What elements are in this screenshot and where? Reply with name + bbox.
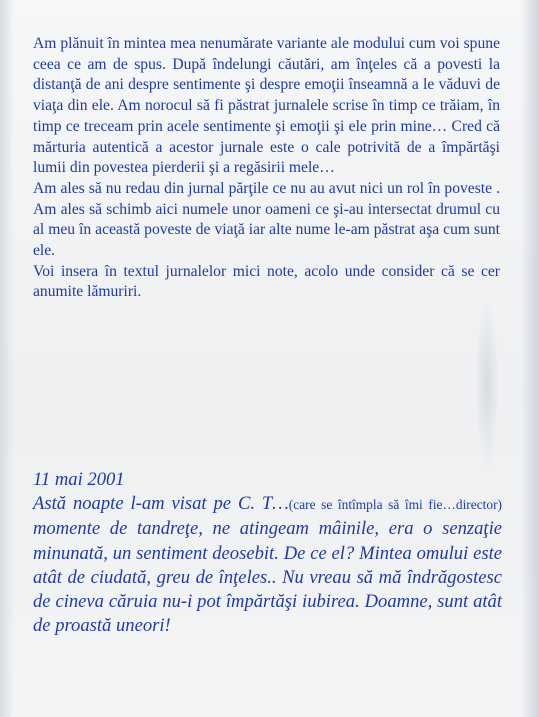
intro-paragraph: Voi insera în textul jurnalelor mici note, acolo unde consider că se cer anumite lămuriri. (33, 262, 500, 301)
page-edge-shadow-left (0, 0, 14, 717)
entry-text-start: Astă noapte l-am visat pe C. T… (33, 493, 289, 515)
entry-text-end: momente de tandreţe, ne atingeam mâinile, era o senzaţie minunată, un sentiment deosebit. De ce el? Mintea omului este atât de ciudată, greu de înţeles.. Nu vreau să mă îndrăgostesc de cineva căruia nu-i pot împărtăşi iubirea. Doamne, sunt atât de proastă uneori! (33, 518, 502, 637)
entry-aside-note: (care se întîmpla să îmi fie…director) (288, 497, 502, 513)
page-edge-shadow-right (521, 0, 539, 717)
intro-section (33, 34, 500, 303)
intro-paragraph: Am ales să nu redau din jurnal părţile ce nu au avut nici un rol în poveste . Am ales să schimb aici numele unor oameni ce şi-au intersectat drumul cu al meu în această poveste de viaţă iar alte nume le-am păstrat aşa cum sunt ele. (33, 179, 500, 260)
entry-text (33, 492, 502, 638)
intro-paragraph: Am plănuit în mintea mea nenumărate variante ale modului cum voi spune ceea ce am de spus. După îndelungi căutări, am înţeles că a povesti la distanţă de ani despre sentimente şi despre emoţii înseamnă a le văduvi de viaţa din ele. Am norocul să fi păstrat jurnalele scrise în timp ce trăiam, în timp ce treceam prin acele sentimente şi emoţii şi ele prin mine… Cred că mărturia autentică a acestor jurnale este o cale potrivită de a împărtăşi lumii din povestea pierderii şi a regăsirii mele… (33, 35, 500, 177)
page-crease (475, 300, 499, 470)
entry-date: 11 mai 2001 (33, 469, 125, 490)
journal-entry (33, 468, 502, 638)
